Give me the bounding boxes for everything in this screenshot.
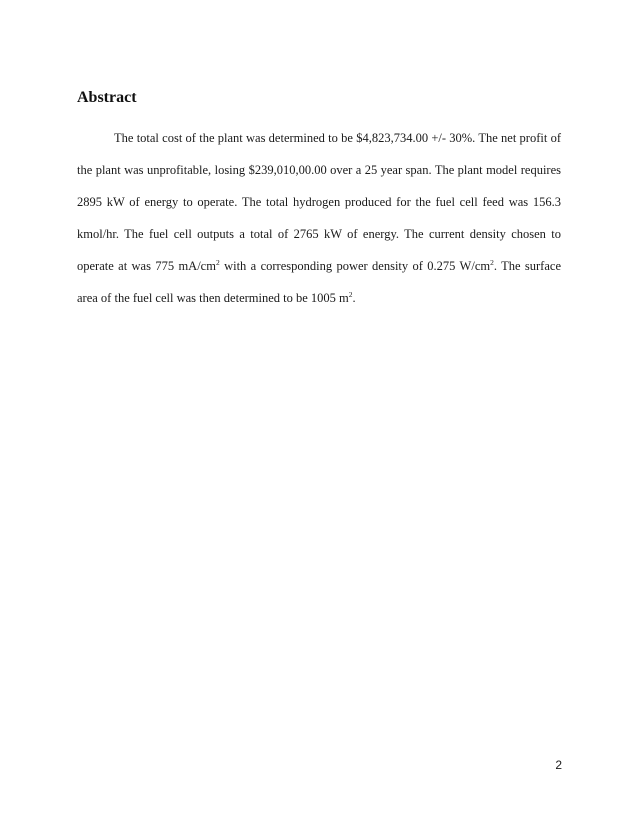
sentence-net-profit: The net profit of the plant was unprofitable, losing $239,010,00.00 over a 25 year span. bbox=[77, 131, 561, 177]
sentence-end: . bbox=[352, 291, 356, 305]
surface-area-text: The surface area of the fuel cell was then determined to be 1005 m bbox=[77, 259, 561, 305]
page-number: 2 bbox=[555, 758, 562, 772]
sentence-fuel-cell-output: The fuel cell outputs a total of 2765 kW of energy. bbox=[124, 227, 400, 241]
sentence-energy-required: The plant model requires 2895 kW of energy to operate. bbox=[77, 163, 561, 209]
current-density-exponent: 2 bbox=[215, 258, 220, 267]
section-heading: Abstract bbox=[77, 89, 137, 106]
abstract-paragraph bbox=[77, 122, 561, 314]
current-density-text: The current density chosen to operate at was 775 mA/cm bbox=[77, 227, 561, 273]
power-density-exponent: 2 bbox=[490, 258, 494, 267]
sentence-end: . bbox=[493, 259, 497, 273]
sentence-hydrogen-produced: The total hydrogen produced for the fuel cell feed was 156.3 kmol/hr. bbox=[77, 195, 561, 241]
power-density-text: with a corresponding power density of 0.275 W/cm bbox=[219, 259, 491, 273]
sentence-total-cost: The total cost of the plant was determined to be $4,823,734.00 +/- 30%. bbox=[114, 131, 476, 145]
surface-area-exponent: 2 bbox=[348, 290, 353, 299]
